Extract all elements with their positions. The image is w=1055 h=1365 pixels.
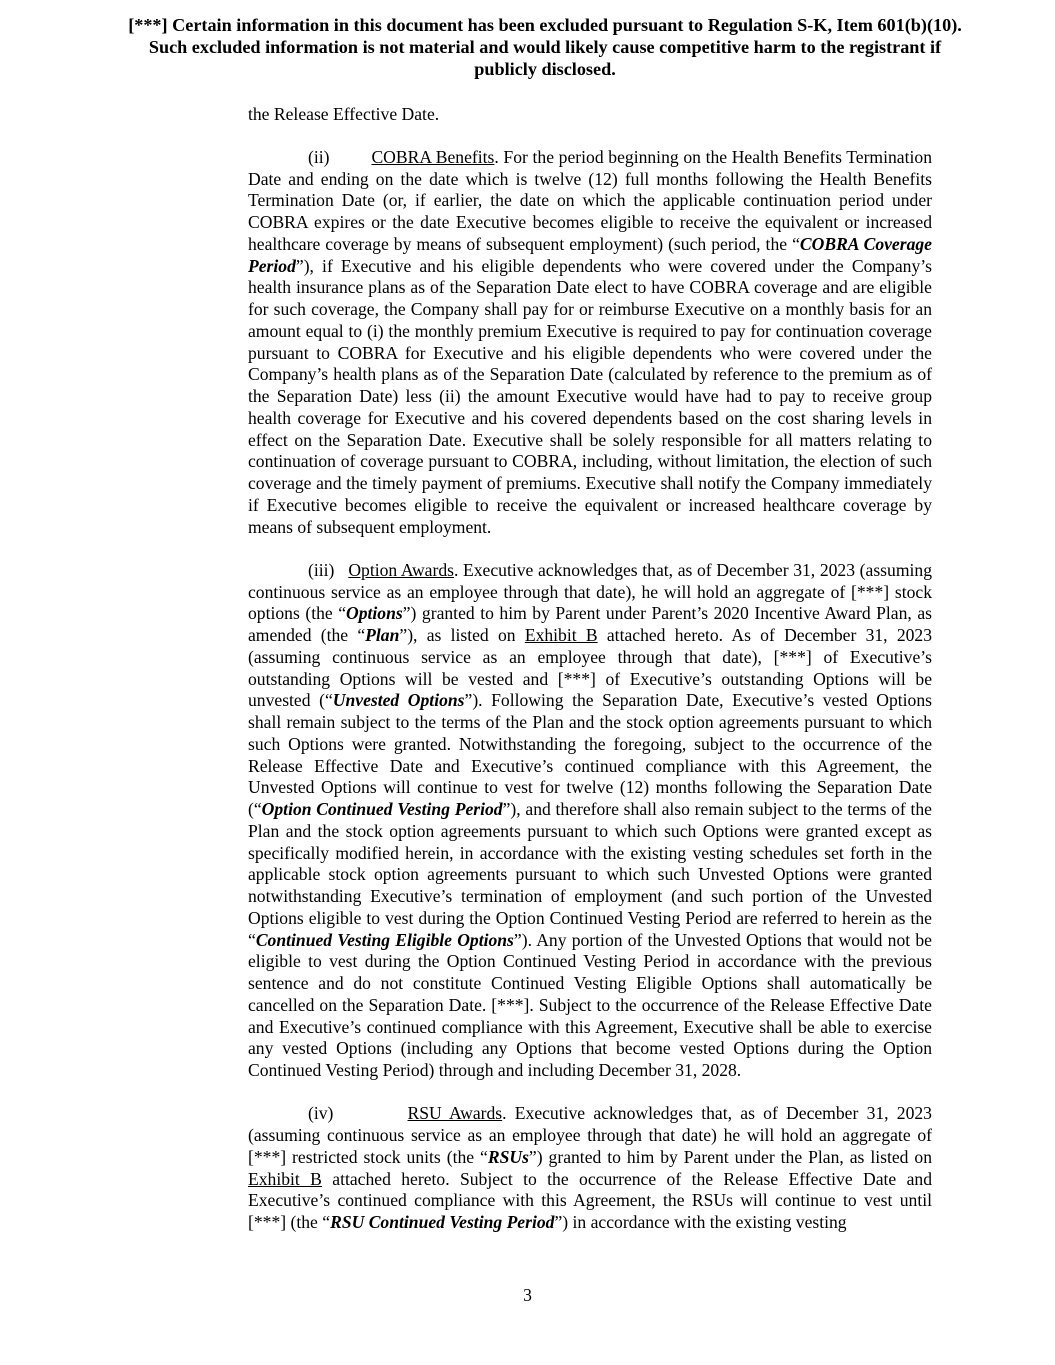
section-heading: RSU Awards (407, 1103, 503, 1124)
section-number: (ii) (308, 146, 330, 167)
defined-term: Options (346, 603, 403, 624)
defined-term: RSU Continued Vesting Period (330, 1212, 555, 1232)
section-iv-rsu-awards (248, 1103, 932, 1234)
page-number: 3 (523, 1285, 532, 1305)
defined-term: RSUs (487, 1146, 529, 1167)
legend-line-1: [***] Certain information in this document has been excluded pursuant to Regulation S-K, Item 601(b)(10). (128, 15, 962, 35)
section-iii-option-awards (248, 560, 932, 1082)
paragraph-text: the Release Effective Date. (248, 104, 440, 124)
paragraph-text: attached hereto. Subject to the occurrence of the Release Effective Date and Executive’s continued compliance with this Agreement, the RSUs will continue to vest until [***] (the “ (248, 1168, 932, 1232)
section-heading: Option Awards (348, 559, 454, 580)
redaction-legend (100, 14, 990, 80)
exhibit-reference: Exhibit B (248, 1168, 322, 1189)
paragraph-text: ”), if Executive and his eligible dependents who were covered under the Company’s health insurance plans as of the Separation Date elect to have COBRA coverage and are eligible for such coverage, the Company shall pay for or reimburse Executive on a monthly basis for an amount equal to (i) the monthly premium Executive is required to pay for continuation coverage pursuant to COBRA for Executive and his eligible dependents who were covered under the Company’s health plans as of the Separation Date (calculated by reference to the premium as of the Separation Date) less (ii) the amount Executive would have had to pay to receive group health coverage for Executive and his covered dependents based on the cost sharing levels in effect on the Separation Date. Executive shall be solely responsible for all matters relating to continuation of coverage pursuant to COBRA, including, without limitation, the election of such coverage and the timely payment of premiums. Executive shall notify the Company immediately if Executive becomes eligible to receive the equivalent or increased healthcare coverage by means of subsequent employment. (248, 255, 932, 537)
defined-term: Continued Vesting Eligible Options (255, 929, 514, 950)
section-ii-cobra-benefits (248, 147, 932, 539)
paragraph-text: . Executive acknowledges that, as of December 31, 2023 (assuming continuous service as an employee through that date) he will hold an aggregate of [***] restricted stock units (the “ (248, 1103, 932, 1167)
paragraph-text: attached hereto. As of December 31, 2023 (assuming continuous service as an employee through that date), [***] of Executive’s outstanding Options will be vested and [***] of Executive’s outstanding Options will be unvested (“ (248, 625, 933, 711)
section-heading: COBRA Benefits (371, 146, 495, 167)
continued-paragraph (248, 104, 932, 126)
paragraph-text: ”). Following the Separation Date, Executive’s vested Options shall remain subject to the terms of the Plan and the stock option agreements pursuant to which such Options were granted. Notwithstanding the foregoing, subject to the occurrence of the Release Effective Date and Executive’s continued compliance with this Agreement, the Unvested Options will continue to vest for twelve (12) months following the Separation Date (“ (248, 690, 932, 819)
paragraph-text: ”) granted to him by Parent under Parent’s 2020 Incentive Award Plan, as amended (the “ (248, 603, 932, 645)
legend-line-2: Such excluded information is not material and would likely cause competitive harm to the registrant if (148, 37, 942, 57)
paragraph-text: ”), as listed on (399, 625, 525, 645)
paragraph-text: ”), and therefore shall also remain subject to the terms of the Plan and the stock option agreements pursuant to which such Options were granted except as specifically modified herein, in accordance with the existing vesting schedules set forth in the applicable stock option agreements pursuant to which such Unvested Options were granted notwithstanding Executive’s termination of employment (and such portion of the Unvested Options eligible to vest during the Option Continued Vesting Period are referred to herein as the “ (248, 799, 932, 950)
paragraph-text: ”). Any portion of the Unvested Options that would not be eligible to vest during the Option Continued Vesting Period in accordance with the previous sentence and do not constitute Continued Vesting Eligible Options shall automatically be cancelled on the Separation Date. [***]. Subject to the occurrence of the Release Effective Date and Executive’s continued compliance with this Agreement, Executive shall be able to exercise any vested Options (including any Options that become vested Options during the Option Continued Vesting Period) through and including December 31, 2028. (248, 929, 932, 1080)
paragraph-text: . For the period beginning on the Health Benefits Termination Date and ending on the date which is twelve (12) full months following the Health Benefits Termination Date (or, if earlier, the date on which the applicable continuation period under COBRA expires or the date Executive becomes eligible to receive the equivalent or increased healthcare coverage by means of subsequent employment) (such period, the “ (248, 146, 932, 254)
document-body (248, 104, 932, 1255)
paragraph-text: ”) granted to him by Parent under the Plan, as listed on (528, 1146, 932, 1167)
paragraph-text: . Executive acknowledges that, as of December 31, 2023 (assuming continuous service as an employee through that date), he will hold an aggregate of [***] stock options (the “ (248, 559, 932, 624)
defined-term: Option Continued Vesting Period (261, 799, 503, 819)
section-number: (iii) (308, 559, 335, 580)
defined-term: COBRA Coverage Period (248, 233, 932, 276)
section-number: (iv) (308, 1103, 334, 1124)
defined-term: Plan (365, 625, 400, 645)
paragraph-text: ”) in accordance with the existing vesting (554, 1212, 847, 1232)
exhibit-reference: Exhibit B (524, 625, 598, 645)
defined-term: Unvested Options (332, 690, 465, 711)
legend-line-3: publicly disclosed. (474, 59, 616, 79)
